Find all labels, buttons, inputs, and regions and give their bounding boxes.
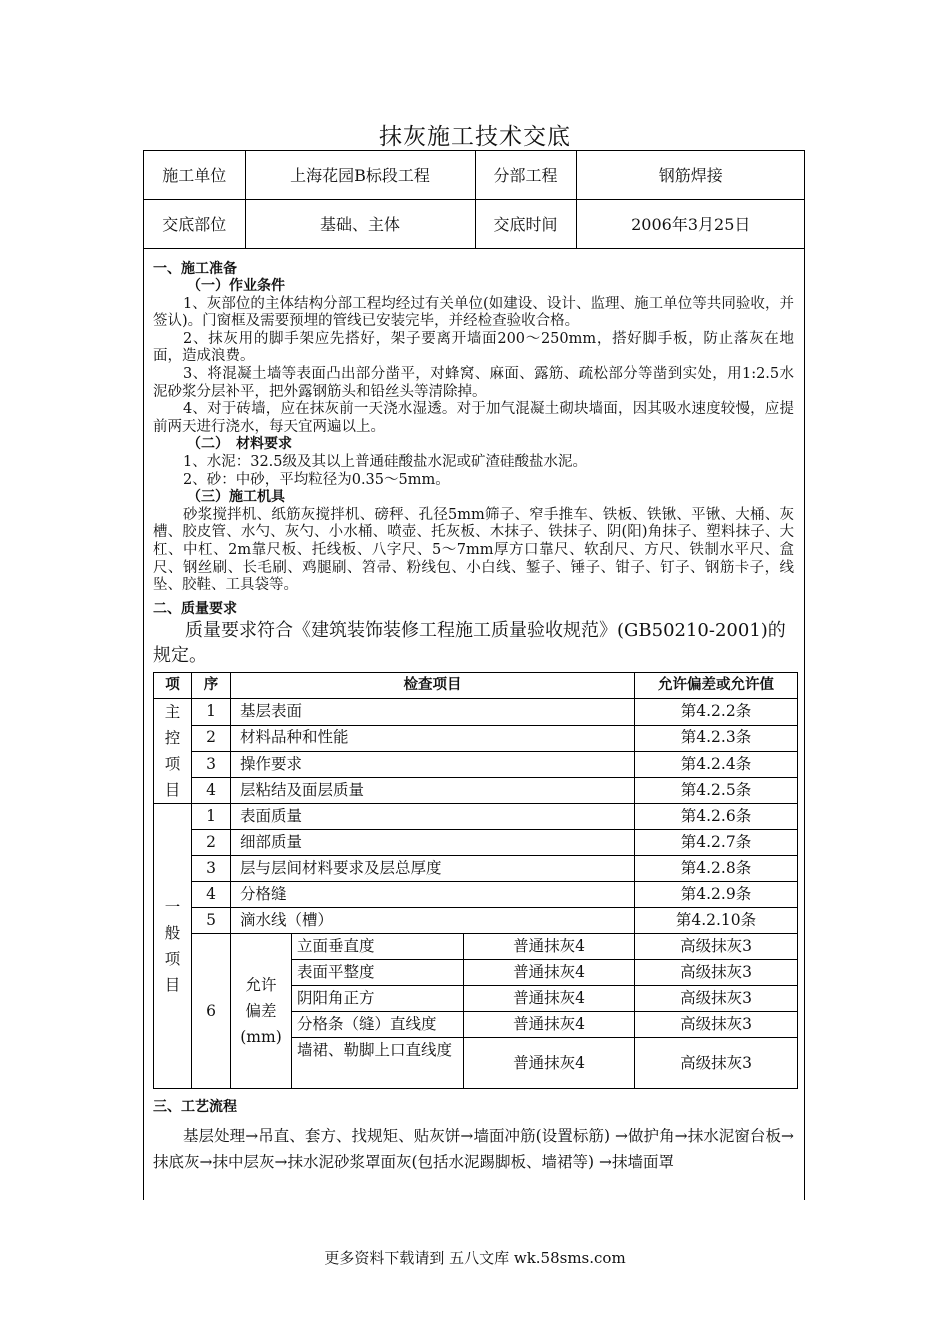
table-row xyxy=(154,725,798,751)
row-value: 第4.2.10条 xyxy=(635,908,798,934)
group-cell xyxy=(154,699,192,804)
table-row xyxy=(154,804,798,830)
table-row xyxy=(154,830,798,856)
page-title: 抹灰施工技术交底 xyxy=(379,124,571,150)
deviation-label-line: (mm) xyxy=(240,1028,282,1047)
deviation-label-line: 允许 xyxy=(245,976,277,995)
time-value: 2006年3月25日 xyxy=(576,199,805,248)
row-value-high: 高级抹灰3 xyxy=(635,1012,798,1038)
row-item: 立面垂直度 xyxy=(292,934,463,960)
row-value: 第4.2.2条 xyxy=(635,699,798,725)
table-row xyxy=(154,882,798,908)
row-value: 第4.2.5条 xyxy=(635,778,798,804)
time-label: 交底时间 xyxy=(475,199,576,248)
deviation-label-line: 偏差 xyxy=(245,1002,277,1021)
header-table xyxy=(144,151,805,249)
row-value: 第4.2.9条 xyxy=(635,882,798,908)
row-item: 滴水线（槽） xyxy=(231,908,635,934)
row-item: 操作要求 xyxy=(231,751,635,777)
row-no: 1 xyxy=(192,699,231,725)
subproject-value: 钢筋焊接 xyxy=(576,151,805,199)
deviation-cell xyxy=(231,934,464,1089)
row-no: 3 xyxy=(192,856,231,882)
paragraph: 2、抹灰用的脚手架应先搭好，架子要离开墙面200～250mm，搭好脚手板，防止落灰在地面，造成浪费。 xyxy=(153,330,794,365)
table-row xyxy=(154,934,798,960)
row-item: 细部质量 xyxy=(231,830,635,856)
subproject-label: 分部工程 xyxy=(475,151,576,199)
row-no: 1 xyxy=(192,804,231,830)
footer: 更多资料下载请到 五八文库 wk.58sms.com xyxy=(324,1249,626,1267)
paragraph: 3、将混凝土墙等表面凸出部分凿平，对蜂窝、麻面、露筋、疏松部分等凿到实处，用1:2.5水泥砂浆分层补平，把外露钢筋头和铅丝头等清除掉。 xyxy=(153,366,794,400)
row-item: 表面质量 xyxy=(231,804,635,830)
subsection-title: （三）施工机具 xyxy=(187,489,285,506)
subsection-title: （一）作业条件 xyxy=(187,278,285,295)
deviation-label xyxy=(231,934,292,1088)
group-label: 一般项目 xyxy=(164,898,181,995)
unit-label: 施工单位 xyxy=(144,151,245,199)
content xyxy=(144,249,804,1175)
quality-table xyxy=(153,672,798,1089)
paragraph: 1、灰部位的主体结构分部工程均经过有关单位(如建设、设计、监理、施工单位等共同验收，并签认)。门窗框及需要预埋的管线已安装完毕，并经检查验收合格。 xyxy=(153,295,794,330)
row-value-high: 高级抹灰3 xyxy=(635,960,798,986)
row-item: 层与层间材料要求及层总厚度 xyxy=(231,856,635,882)
row-value: 第4.2.7条 xyxy=(635,830,798,856)
table-header: 检查项目 xyxy=(231,673,635,699)
row-value: 第4.2.6条 xyxy=(635,804,798,830)
row-value: 第4.2.3条 xyxy=(635,725,798,751)
table-row xyxy=(154,778,798,804)
paragraph: 1、水泥：32.5级及其以上普通硅酸盐水泥或矿渣硅酸盐水泥。 xyxy=(183,454,588,471)
row-value-normal: 普通抹灰4 xyxy=(464,1012,635,1038)
row-no: 5 xyxy=(192,908,231,934)
subsection-title: （二） 材料要求 xyxy=(187,436,292,453)
paragraph: 质量要求符合《建筑装饰装修工程施工质量验收规范》(GB50210-2001)的规定。 xyxy=(153,620,786,667)
group-cell xyxy=(154,804,192,1089)
row-no: 3 xyxy=(192,751,231,777)
table-header: 序 xyxy=(192,673,231,699)
row-item: 层粘结及面层质量 xyxy=(231,778,635,804)
row-item: 材料品种和性能 xyxy=(231,725,635,751)
position-label: 交底部位 xyxy=(144,199,245,248)
row-value-high: 高级抹灰3 xyxy=(635,986,798,1012)
row-no: 2 xyxy=(192,830,231,856)
paragraph: 砂浆搅拌机、纸筋灰搅拌机、磅秤、孔径5mm筛子、窄手推车、铁板、铁锹、平锹、大桶、灰槽、胶皮管、水勺、灰勺、小水桶、喷壶、托灰板、木抹子、铁抹子、阴(阳)角抹子、塑料抹子、大杠、中杠、2m靠尺板、托线板、八字尺、5～7mm厚方口靠尺、软刮尺、方尺、铁制水平尺、盒尺、钢丝刷、长毛刷、鸡腿刷、笤帚、粉线包、小白线、錾子、锤子、钳子、钉子、钢筋卡子，线坠、胶鞋、工具袋等。 xyxy=(153,506,794,594)
row-item: 基层表面 xyxy=(231,699,635,725)
row-no: 2 xyxy=(192,725,231,751)
row-value-normal: 普通抹灰4 xyxy=(464,934,635,960)
row-no: 6 xyxy=(192,934,231,1089)
paragraph: 2、砂：中砂，平均粒径为0.35～5mm。 xyxy=(183,471,450,488)
paragraph: 基层处理→吊直、套方、找规矩、贴灰饼→墙面冲筋(设置标筋) →做护角→抹水泥窗台板→抹底灰→抹中层灰→抹水泥砂浆罩面灰(包括水泥踢脚板、墙裙等) →抹墙面罩 xyxy=(153,1126,794,1171)
row-value: 第4.2.8条 xyxy=(635,856,798,882)
table-header: 允许偏差或允许值 xyxy=(635,673,798,699)
row-item: 墙裙、勒脚上口直线度 xyxy=(297,1041,453,1060)
table-header: 项 xyxy=(154,673,192,699)
paragraph: 4、对于砖墙，应在抹灰前一天浇水湿透。对于加气混凝土砌块墙面，因其吸水速度较慢，应提前两天进行浇水，每天宜两遍以上。 xyxy=(153,401,794,435)
section-title: 一、施工准备 xyxy=(153,260,237,277)
row-item: 阴阳角正方 xyxy=(292,986,463,1012)
row-value: 第4.2.4条 xyxy=(635,751,798,777)
table-row xyxy=(154,856,798,882)
row-no: 4 xyxy=(192,882,231,908)
row-item: 分格缝 xyxy=(231,882,635,908)
table-row xyxy=(154,908,798,934)
unit-value: 上海花园B标段工程 xyxy=(245,151,475,199)
row-no: 4 xyxy=(192,778,231,804)
row-value-high: 高级抹灰3 xyxy=(635,934,798,960)
section-title: 二、质量要求 xyxy=(153,600,237,617)
table-row xyxy=(154,699,798,725)
group-label: 主控项目 xyxy=(164,703,181,800)
row-value-normal: 普通抹灰4 xyxy=(464,986,635,1012)
section-title: 三、工艺流程 xyxy=(153,1099,237,1116)
row-item: 表面平整度 xyxy=(292,960,463,986)
row-item: 分格条（缝）直线度 xyxy=(292,1012,463,1038)
row-value-high: 高级抹灰3 xyxy=(635,1038,798,1089)
table-row xyxy=(154,751,798,777)
row-value-normal: 普通抹灰4 xyxy=(464,1038,635,1089)
position-value: 基础、主体 xyxy=(245,199,475,248)
document-frame xyxy=(143,150,805,1200)
row-value-normal: 普通抹灰4 xyxy=(464,960,635,986)
